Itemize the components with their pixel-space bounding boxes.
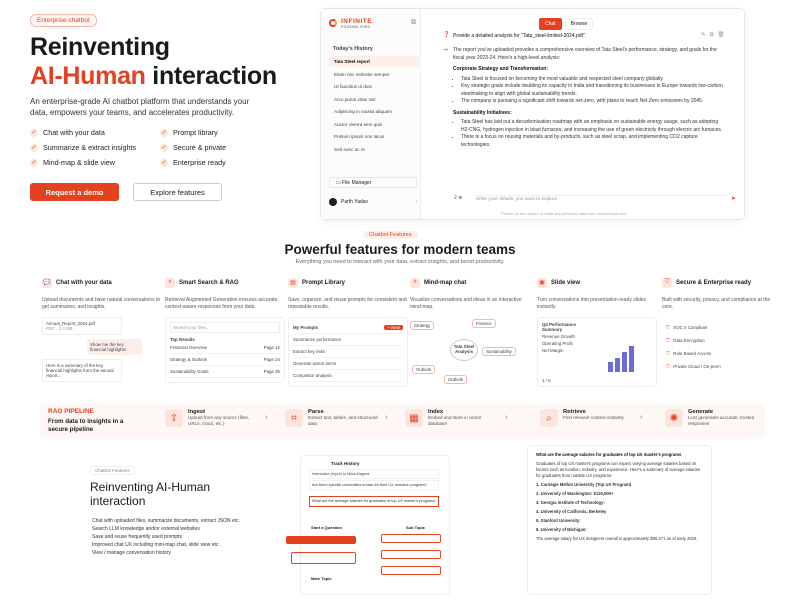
history-mindmap-panel bbox=[300, 455, 450, 595]
feature-card bbox=[42, 274, 162, 400]
sidebar-item-history[interactable]: Arcu purus vitae nisl bbox=[334, 96, 376, 102]
answer-section-1-list bbox=[453, 76, 723, 106]
answer-panel bbox=[527, 445, 712, 595]
result-name: Sustainability Goals bbox=[170, 368, 209, 374]
logo-text: INFINITE bbox=[341, 18, 373, 25]
feature-card-desc: Turn conversations into presentation-ready slides instantly. bbox=[537, 297, 647, 310]
feature-card-header bbox=[42, 274, 162, 292]
mm-subnode[interactable] bbox=[381, 534, 441, 543]
hero-feature bbox=[30, 143, 160, 152]
sidebar-item-history[interactable]: Tata Steel report bbox=[329, 56, 419, 67]
bot-reply: Here is a summary of the key financial highlights from the annual report... bbox=[42, 359, 122, 382]
mindmap-node[interactable]: Outlook bbox=[444, 375, 467, 384]
hero-feature-label: Summarize & extract insights bbox=[43, 143, 137, 152]
app-logo bbox=[341, 18, 372, 29]
results-label: Top Results bbox=[170, 336, 195, 342]
check-icon: ✓ bbox=[161, 160, 167, 166]
bot-icon: ↝ bbox=[443, 47, 448, 53]
prompt-item[interactable]: Competitor analysis bbox=[293, 370, 403, 382]
mindmap-node[interactable]: Strategy bbox=[410, 321, 434, 330]
answer-outro: The average salary for UX designers overall is approximately $90,471 as of early 2024. bbox=[536, 536, 698, 541]
user-name: Parth Yadav bbox=[341, 199, 369, 205]
answer-intro: The report you've uploaded provides a comprehensive overview of Tata Steel's performance, strategy, and goals for the fiscal year 2023-24. Here's a high-level analysis: bbox=[453, 47, 717, 61]
bottom-list-item: Save and reuse frequently used prompts bbox=[92, 534, 183, 540]
pipeline-step-text bbox=[428, 409, 498, 427]
security-item bbox=[666, 334, 778, 347]
feature-card-header bbox=[410, 274, 530, 292]
answer-section-2-list bbox=[453, 119, 723, 149]
prompt-item[interactable]: Generate action items bbox=[293, 358, 403, 370]
bottom-list-item: Chat with uploaded files, summarize documents, extract JSON etc. bbox=[92, 518, 241, 524]
answer-item: 3. Georgia Institute of Technology: bbox=[536, 500, 605, 505]
pipeline-step-title: Index bbox=[428, 409, 444, 415]
edit-icon[interactable]: ✎ bbox=[701, 32, 710, 38]
arrow-right-icon: › bbox=[385, 414, 388, 421]
answer-bullet: • Tata Steel is focused on becoming the most valuable and respected steel company globally. bbox=[461, 76, 723, 84]
generate-icon: ✺ bbox=[665, 409, 683, 427]
explore-features-button[interactable]: Explore features bbox=[133, 183, 222, 201]
arrow-right-icon: › bbox=[640, 414, 643, 421]
prompt-item[interactable]: Extract key risks bbox=[293, 346, 403, 358]
slide-bar bbox=[622, 352, 627, 372]
feature-card-preview bbox=[165, 317, 285, 383]
feature-card-desc: Upload documents and have natural conversations to get summaries, and insights. bbox=[42, 297, 161, 310]
feature-card-preview bbox=[662, 317, 782, 377]
mindmap-node[interactable]: Finance bbox=[472, 319, 496, 328]
prompts-header bbox=[293, 322, 403, 334]
security-item-label: Data Encryption bbox=[673, 337, 705, 343]
mm-sub-label: Sub Topic bbox=[406, 525, 426, 530]
pipeline-step-text bbox=[308, 409, 378, 427]
file-chip[interactable] bbox=[42, 317, 122, 335]
result-row[interactable] bbox=[170, 354, 280, 366]
mm-subnode[interactable] bbox=[381, 566, 441, 575]
feature-card-header bbox=[165, 274, 285, 292]
check-icon: ✓ bbox=[161, 145, 167, 151]
feature-card bbox=[288, 274, 408, 400]
index-icon: ▦ bbox=[405, 409, 423, 427]
lock-icon: ⛉ bbox=[666, 337, 670, 343]
check-icon: ✓ bbox=[31, 145, 37, 151]
answer-section-1: Corporate Strategy and Transformation: bbox=[453, 66, 549, 72]
lock-icon: ⛉ bbox=[666, 363, 670, 369]
mindmap-icon: ⟡ bbox=[410, 278, 420, 288]
file-manager-button[interactable] bbox=[329, 177, 417, 188]
file-name: Annual_Report_2024.pdf bbox=[46, 320, 95, 326]
hero-feature-label: Chat with your data bbox=[43, 128, 105, 137]
feature-card-desc: Built with security, privacy, and compliance at the core. bbox=[662, 297, 771, 310]
bottom-title: Reinventing AI-Human interaction bbox=[90, 480, 211, 508]
security-item bbox=[666, 360, 778, 373]
slide-bullet: Operating Profit bbox=[542, 340, 573, 346]
book-icon: ▤ bbox=[288, 278, 298, 288]
pipeline-step-desc: LLM generates accurate, trusted responses bbox=[688, 415, 755, 426]
pipeline-step bbox=[405, 409, 498, 427]
mm-main-label: Main Topic bbox=[311, 576, 332, 581]
pipeline-step-text bbox=[188, 409, 258, 427]
mindmap-center-node[interactable]: Tata Steel Analysis bbox=[450, 339, 478, 361]
arrow-right-icon: › bbox=[265, 414, 268, 421]
feature-card-title: Chat with your data bbox=[56, 279, 112, 286]
pipeline-step-text bbox=[563, 409, 633, 427]
hero-feature-label: Secure & private bbox=[173, 143, 227, 152]
history-label: Today's History bbox=[333, 46, 373, 52]
feature-card bbox=[662, 274, 782, 400]
lock-icon: ⛉ bbox=[666, 324, 670, 330]
mindmap-node[interactable]: Sustainability bbox=[482, 347, 516, 356]
feature-card-desc: Retrieval Augmented Generation ensures accurate, context-aware responses from your data. bbox=[165, 297, 279, 310]
bottom-list-item: Improved chat UX including mini-map chat, slide view etc. bbox=[92, 542, 220, 548]
answer-bullet: • There is a focus on reusing materials and by-products, such as steel scrap, and implementing CO2 capture technologies. bbox=[461, 134, 723, 149]
question-icon: ❓ bbox=[443, 32, 450, 38]
hero-lead: An enterprise-grade AI chatbot platform that understands your data, empowers your teams, and accelerates productivity. bbox=[30, 97, 250, 117]
answer-list bbox=[536, 482, 703, 533]
chevron-right-icon: › bbox=[415, 199, 417, 205]
hero-feature-label: Mind-map & slide view bbox=[43, 158, 115, 167]
upload-icon: ⇪ bbox=[165, 409, 183, 427]
bottom-feature-list bbox=[92, 517, 252, 557]
mm-subnode[interactable] bbox=[381, 550, 441, 559]
feature-card bbox=[165, 274, 285, 400]
feature-card-preview bbox=[42, 317, 162, 382]
answer-bullet: • Tata Steel has laid out a decarbonization roadmap with an emphasis on sustainable energy usage, such as adopting H2-CNG, hydrogen injection in blast furnaces, and increasing the use of green electricity through electric arc furnaces. bbox=[461, 119, 723, 134]
logo-icon bbox=[329, 19, 337, 27]
hero-feature bbox=[160, 158, 290, 167]
hero-title bbox=[30, 33, 277, 91]
feature-card-header bbox=[288, 274, 408, 292]
slide-bullet: Net Margin bbox=[542, 347, 564, 353]
hero-title-rest: interaction bbox=[145, 62, 277, 90]
new-prompt-button[interactable]: + New bbox=[384, 325, 403, 330]
pipeline-step-desc: Embed and store in vector database bbox=[428, 415, 482, 426]
pipeline-step-desc: Upload from any source (files, URLs, cloud, etc.) bbox=[188, 415, 250, 426]
new-chat-icon[interactable]: ⧉ bbox=[411, 19, 416, 26]
bot-answer bbox=[453, 47, 723, 149]
file-manager-label: File Manager bbox=[342, 180, 372, 186]
answer-item: 6. University of Michigan: bbox=[536, 527, 587, 532]
slide-title: Q4 Performance Summary bbox=[542, 321, 576, 332]
check-icon: ✓ bbox=[31, 130, 37, 136]
answer-intro-text: Graduates of top UX master's programs can expect varying average salaries based on factors such as location, industry, and experience. Here's a summary of average salaries for graduates from notable UX programs: bbox=[536, 461, 701, 478]
tab-chat[interactable]: Chat bbox=[539, 18, 562, 30]
mode-tabs bbox=[539, 18, 593, 30]
feature-card-preview bbox=[410, 317, 530, 383]
bottom-badge: Chatbot Features bbox=[90, 466, 135, 475]
feature-card bbox=[537, 274, 657, 400]
hero-badge: Enterprise chatbot bbox=[30, 14, 97, 27]
file-meta: PDF · 2.4 MB bbox=[46, 325, 73, 331]
answer-bullet: • Key strategic goals include doubling its capacity in India and transitioning its businesses in Europe towards low-carbon steelmaking to align with global sustainability trends. bbox=[461, 83, 723, 98]
copy-icon[interactable]: ⧉ bbox=[709, 32, 718, 38]
feature-card-title: Smart Search & RAG bbox=[179, 279, 239, 286]
chat-icon: 💬 bbox=[42, 278, 52, 288]
result-name: Financial Overview bbox=[170, 344, 208, 350]
pipeline-step-text bbox=[688, 409, 758, 427]
chat-input[interactable]: Write your details, you want to explore bbox=[476, 195, 726, 204]
hero-feature-list bbox=[30, 128, 290, 167]
rag-pipeline bbox=[40, 404, 765, 439]
logo-subtext: POSSIBILITIES bbox=[341, 25, 370, 29]
feature-card-title: Secure & Enterprise ready bbox=[676, 279, 752, 286]
slide-bar bbox=[629, 346, 634, 372]
result-row[interactable] bbox=[170, 342, 280, 354]
user-profile[interactable] bbox=[329, 198, 417, 206]
hero-feature bbox=[160, 128, 290, 137]
hero-title-line1: Reinventing bbox=[30, 33, 170, 61]
security-item bbox=[666, 347, 778, 360]
sidebar-item-history[interactable]: Sed nunc ac et bbox=[334, 146, 365, 152]
feature-card-desc: Visualize conversations and ideas in an interactive mind-map. bbox=[410, 297, 522, 310]
mm-main-node[interactable] bbox=[286, 536, 356, 544]
mm-start-label: Start a Question bbox=[311, 525, 342, 530]
bottom-list-item: View / manage conversation history bbox=[92, 550, 171, 556]
answer-question: What are the average salaries for graduates of top UX master's programs bbox=[536, 452, 682, 457]
answer-item: 4. University of California, Berkeley bbox=[536, 509, 607, 514]
pipeline-step bbox=[665, 409, 758, 427]
check-icon: ✓ bbox=[161, 130, 167, 136]
pipeline-subtitle: From data to insights in a secure pipeline bbox=[48, 418, 124, 433]
track-history-title: Track History bbox=[331, 461, 360, 466]
retrieve-icon: ⌕ bbox=[540, 409, 558, 427]
hero-feature bbox=[30, 128, 160, 137]
slides-icon: ▣ bbox=[537, 278, 547, 288]
attach-icon[interactable]: 2 ⊕ bbox=[454, 195, 463, 201]
prompt-item[interactable]: Summarize performance bbox=[293, 334, 403, 346]
pipeline-step bbox=[165, 409, 258, 427]
send-icon[interactable]: ➤ bbox=[731, 196, 737, 202]
slide-bullet: Revenue Growth bbox=[542, 333, 575, 339]
parse-icon: ⌗ bbox=[285, 409, 303, 427]
check-icon: ✓ bbox=[31, 160, 37, 166]
sidebar-item-history[interactable]: Pretium ipsum non lacus bbox=[334, 134, 385, 139]
hero-feature-label: Enterprise ready bbox=[173, 158, 226, 167]
result-page: Page 35 bbox=[263, 368, 280, 374]
security-item bbox=[666, 321, 778, 334]
history-entry[interactable]: Are there specific universities known for their UX research program? bbox=[309, 480, 439, 491]
feature-card-preview bbox=[537, 317, 657, 387]
features-subtitle: Everything you need to interact with your data, extract insights, and boost productivity. bbox=[295, 259, 505, 265]
delete-icon[interactable]: 🗑 bbox=[717, 32, 729, 38]
result-page: Page 12 bbox=[263, 344, 280, 350]
history-sidebar bbox=[321, 9, 421, 219]
history-entry-active[interactable]: What are the average salaries for graduates of top UX master's programs bbox=[309, 496, 439, 507]
chat-app-window bbox=[320, 8, 745, 220]
mindmap-node[interactable]: Outlook bbox=[412, 365, 435, 374]
feature-card-title: Prompt Library bbox=[302, 279, 346, 286]
pipeline-label: RAG PIPELINE bbox=[48, 408, 94, 415]
hero-feature-label: Prompt library bbox=[173, 128, 218, 137]
pipeline-step-title: Retrieve bbox=[563, 409, 586, 415]
answer-section-2: Sustainability Initiatives: bbox=[453, 109, 512, 116]
folder-icon: ▭ bbox=[336, 180, 343, 186]
pipeline-step bbox=[285, 409, 378, 427]
prompts-title: My Prompts bbox=[293, 324, 319, 330]
feature-card-title: Mind-map chat bbox=[424, 279, 467, 286]
feature-card-preview bbox=[288, 317, 408, 387]
history-subtitle: Interaction (Input) to Mind-Magma bbox=[309, 469, 439, 479]
hero-feature bbox=[30, 158, 160, 167]
feature-card-desc: Save, organize, and reuse prompts for consistent and repeatable results. bbox=[288, 297, 407, 310]
pipeline-step-desc: Extract text, tables, and structured data bbox=[308, 415, 378, 426]
search-input[interactable]: Search your files... bbox=[170, 322, 280, 333]
user-bubble: Show me the key financial highlights. bbox=[87, 339, 142, 355]
feature-card bbox=[410, 274, 530, 400]
avatar bbox=[329, 198, 337, 206]
disclaimer: Please do not upload or enter any personal data from chat.infosys.com bbox=[501, 211, 627, 216]
sidebar-item-history[interactable]: Auctor viverra sem quis bbox=[334, 121, 382, 127]
sidebar-item-history[interactable]: Etiam nec molestie semper bbox=[334, 71, 390, 77]
hero-title-accent: AI-Human bbox=[30, 62, 146, 90]
answer-item: 5. Stanford University: bbox=[536, 518, 581, 523]
shield-icon: ⛉ bbox=[662, 278, 672, 288]
feature-card-header bbox=[537, 274, 657, 292]
hero-feature bbox=[160, 143, 290, 152]
answer-item: 1. Carnegie Mellon University (Top UX Program) bbox=[536, 482, 632, 487]
pipeline-step bbox=[540, 409, 633, 427]
features-badge: Chatbot Features bbox=[363, 231, 418, 239]
slide-pager[interactable]: 1 / 6 bbox=[542, 377, 551, 383]
features-title: Powerful features for modern teams bbox=[284, 242, 516, 257]
answer-bullet: • The company is pursuing a significant shift towards net-zero, with plans to reach Net Zero emissions by 2045. bbox=[461, 98, 723, 106]
result-row[interactable] bbox=[170, 366, 280, 378]
search-icon: ⌕ bbox=[165, 278, 175, 288]
result-name: Strategy & Outlook bbox=[170, 356, 207, 362]
feature-card-title: Slide view bbox=[551, 279, 581, 286]
request-demo-button[interactable]: Request a demo bbox=[30, 183, 119, 201]
arrow-right-icon: › bbox=[505, 414, 508, 421]
pipeline-step-title: Generate bbox=[688, 409, 714, 415]
answer-item: 2. University of Washington: $120,000+ bbox=[536, 491, 614, 496]
tab-browse[interactable]: Browse bbox=[565, 18, 594, 30]
security-item-label: Private Cloud / On-prem bbox=[673, 363, 721, 369]
mm-node[interactable] bbox=[291, 552, 356, 564]
bottom-list-item: Search LLM knowledge and/or external websites bbox=[92, 526, 200, 532]
feature-card-header bbox=[662, 274, 782, 292]
security-item-label: Role Based Access bbox=[673, 350, 712, 356]
slide-bar bbox=[615, 358, 620, 372]
slide-bar bbox=[608, 362, 613, 372]
sidebar-item-history[interactable]: Adipiscing in massa aliquam bbox=[334, 109, 392, 114]
sidebar-item-history[interactable]: Ut faucibus ut duis bbox=[334, 84, 372, 89]
user-question: Provide a detailed analysis for "Tata_steel-limited-2024.pdf" bbox=[453, 33, 585, 39]
pipeline-step-title: Parse bbox=[308, 409, 324, 415]
security-item-label: SOC 2 Compliant bbox=[673, 324, 708, 330]
pipeline-step-desc: Find relevant context instantly bbox=[563, 415, 624, 420]
result-page: Page 24 bbox=[263, 356, 280, 362]
lock-icon: ⛉ bbox=[666, 350, 670, 356]
pipeline-step-title: Ingest bbox=[188, 409, 206, 415]
